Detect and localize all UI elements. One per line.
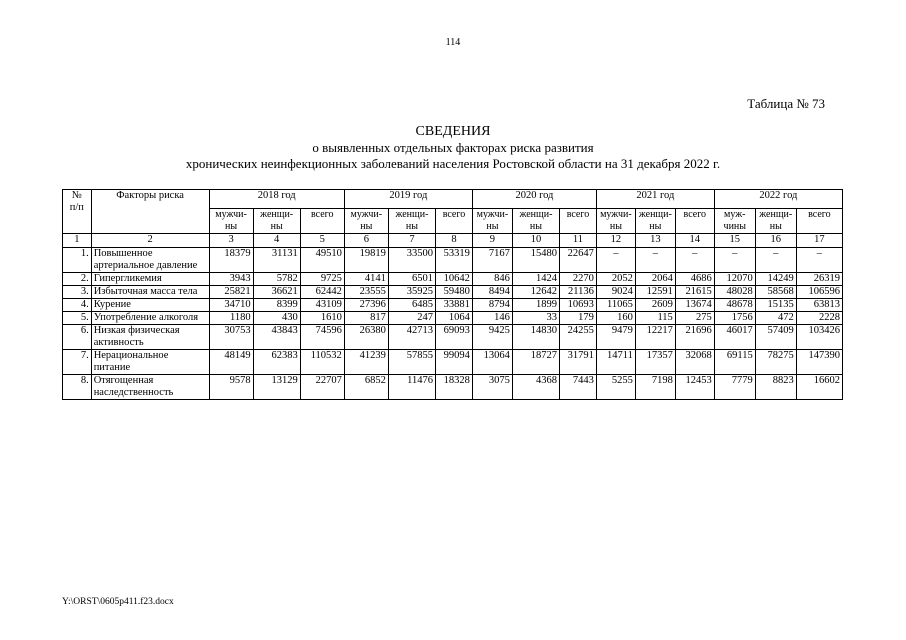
value-cell: 43843 <box>253 325 300 350</box>
header-subcolumn: всего <box>300 209 344 234</box>
table-row <box>63 273 843 286</box>
table-row <box>63 248 843 273</box>
value-cell: 8494 <box>472 286 512 299</box>
value-cell: 13064 <box>472 350 512 375</box>
value-cell: 4686 <box>675 273 714 286</box>
value-cell: 9479 <box>596 325 635 350</box>
row-number: 5. <box>63 312 92 325</box>
risk-factor-name: Избыточная масса тела <box>91 286 209 299</box>
value-cell: 147390 <box>796 350 842 375</box>
value-cell: 57409 <box>755 325 796 350</box>
value-cell: 24255 <box>560 325 597 350</box>
value-cell: 472 <box>755 312 796 325</box>
header-year: 2022 год <box>714 190 842 209</box>
row-number: 8. <box>63 375 92 400</box>
value-cell: – <box>596 248 635 273</box>
value-cell: 27396 <box>344 299 388 312</box>
header-subcolumn: всего <box>796 209 842 234</box>
column-number: 7 <box>388 234 435 248</box>
column-number: 13 <box>635 234 675 248</box>
header-year: 2019 год <box>344 190 472 209</box>
value-cell: 110532 <box>300 350 344 375</box>
value-cell: 21136 <box>560 286 597 299</box>
header-subcolumn: муж- чины <box>714 209 755 234</box>
value-cell: 4141 <box>344 273 388 286</box>
value-cell: 22647 <box>560 248 597 273</box>
value-cell: 23555 <box>344 286 388 299</box>
table-row <box>63 286 843 299</box>
header-subcolumn: всего <box>436 209 473 234</box>
value-cell: 32068 <box>675 350 714 375</box>
value-cell: 5255 <box>596 375 635 400</box>
value-cell: 2609 <box>635 299 675 312</box>
risk-factor-name: Отягощенная наследственность <box>91 375 209 400</box>
value-cell: 14830 <box>512 325 559 350</box>
header-subcolumn: женщи- ны <box>512 209 559 234</box>
header-subcolumn: мужчи- ны <box>596 209 635 234</box>
value-cell: 8794 <box>472 299 512 312</box>
value-cell: 49510 <box>300 248 344 273</box>
document-heading <box>0 124 906 172</box>
value-cell: 43109 <box>300 299 344 312</box>
table-body <box>63 190 843 400</box>
heading-subtitle-2: хронических неинфекционных заболеваний населения Ростовской области на 31 декабря 2022 г. <box>185 156 721 171</box>
header-number-col: № п/п <box>63 190 92 234</box>
value-cell: 17357 <box>635 350 675 375</box>
row-number: 2. <box>63 273 92 286</box>
row-number: 4. <box>63 299 92 312</box>
value-cell: 9024 <box>596 286 635 299</box>
value-cell: 19819 <box>344 248 388 273</box>
value-cell: 12217 <box>635 325 675 350</box>
value-cell: 146 <box>472 312 512 325</box>
risk-factor-name: Нерациональное питание <box>91 350 209 375</box>
value-cell: 7198 <box>635 375 675 400</box>
value-cell: 1899 <box>512 299 559 312</box>
value-cell: 9425 <box>472 325 512 350</box>
table-row <box>63 299 843 312</box>
value-cell: 7779 <box>714 375 755 400</box>
value-cell: 11065 <box>596 299 635 312</box>
value-cell: 18727 <box>512 350 559 375</box>
value-cell: 69093 <box>436 325 473 350</box>
value-cell: 78275 <box>755 350 796 375</box>
row-number: 3. <box>63 286 92 299</box>
header-subcolumn: всего <box>675 209 714 234</box>
row-number: 7. <box>63 350 92 375</box>
header-year: 2020 год <box>472 190 596 209</box>
header-row-years <box>63 190 843 209</box>
header-subcolumn: всего <box>560 209 597 234</box>
column-number: 12 <box>596 234 635 248</box>
value-cell: – <box>635 248 675 273</box>
value-cell: 48149 <box>209 350 253 375</box>
column-number: 15 <box>714 234 755 248</box>
value-cell: 26380 <box>344 325 388 350</box>
value-cell: 74596 <box>300 325 344 350</box>
value-cell: 6852 <box>344 375 388 400</box>
value-cell: 8399 <box>253 299 300 312</box>
value-cell: 62383 <box>253 350 300 375</box>
value-cell: 12453 <box>675 375 714 400</box>
column-number: 4 <box>253 234 300 248</box>
value-cell: 35925 <box>388 286 435 299</box>
header-subcolumn: мужчи- ны <box>209 209 253 234</box>
value-cell: 36621 <box>253 286 300 299</box>
value-cell: 62442 <box>300 286 344 299</box>
row-number: 6. <box>63 325 92 350</box>
value-cell: 13674 <box>675 299 714 312</box>
column-number: 14 <box>675 234 714 248</box>
column-number: 10 <box>512 234 559 248</box>
value-cell: 846 <box>472 273 512 286</box>
value-cell: 1756 <box>714 312 755 325</box>
column-number: 6 <box>344 234 388 248</box>
value-cell: 33 <box>512 312 559 325</box>
value-cell: 33500 <box>388 248 435 273</box>
column-number: 11 <box>560 234 597 248</box>
table-row <box>63 325 843 350</box>
value-cell: 115 <box>635 312 675 325</box>
column-number: 3 <box>209 234 253 248</box>
value-cell: 2052 <box>596 273 635 286</box>
header-subcolumn: мужчи- ны <box>344 209 388 234</box>
value-cell: 160 <box>596 312 635 325</box>
heading-subtitle: о выявленных отдельных факторах риска развития <box>312 140 594 155</box>
value-cell: 7443 <box>560 375 597 400</box>
risk-factor-name: Повышенное артериальное давление <box>91 248 209 273</box>
value-cell: 10642 <box>436 273 473 286</box>
risk-factor-name: Курение <box>91 299 209 312</box>
value-cell: 59480 <box>436 286 473 299</box>
value-cell: 2228 <box>796 312 842 325</box>
header-year: 2021 год <box>596 190 714 209</box>
value-cell: 3943 <box>209 273 253 286</box>
value-cell: 6501 <box>388 273 435 286</box>
value-cell: 18379 <box>209 248 253 273</box>
value-cell: 3075 <box>472 375 512 400</box>
column-number: 2 <box>91 234 209 248</box>
value-cell: 12070 <box>714 273 755 286</box>
value-cell: 18328 <box>436 375 473 400</box>
table-label: Таблица № 73 <box>747 96 825 111</box>
value-cell: 31791 <box>560 350 597 375</box>
value-cell: 1424 <box>512 273 559 286</box>
value-cell: – <box>675 248 714 273</box>
value-cell: – <box>714 248 755 273</box>
value-cell: 41239 <box>344 350 388 375</box>
value-cell: 57855 <box>388 350 435 375</box>
value-cell: 99094 <box>436 350 473 375</box>
value-cell: 22707 <box>300 375 344 400</box>
value-cell: 8823 <box>755 375 796 400</box>
row-number: 1. <box>63 248 92 273</box>
column-number: 8 <box>436 234 473 248</box>
value-cell: 12591 <box>635 286 675 299</box>
value-cell: 14249 <box>755 273 796 286</box>
value-cell: 6485 <box>388 299 435 312</box>
value-cell: 15480 <box>512 248 559 273</box>
table-row <box>63 350 843 375</box>
value-cell: 48028 <box>714 286 755 299</box>
value-cell: 2270 <box>560 273 597 286</box>
value-cell: 247 <box>388 312 435 325</box>
header-subcolumn: женщи- ны <box>635 209 675 234</box>
value-cell: 9725 <box>300 273 344 286</box>
value-cell: 21615 <box>675 286 714 299</box>
value-cell: 12642 <box>512 286 559 299</box>
value-cell: 1610 <box>300 312 344 325</box>
value-cell: 16602 <box>796 375 842 400</box>
value-cell: 31131 <box>253 248 300 273</box>
risk-factors-table <box>62 189 843 400</box>
value-cell: 46017 <box>714 325 755 350</box>
value-cell: 2064 <box>635 273 675 286</box>
value-cell: 48678 <box>714 299 755 312</box>
value-cell: 7167 <box>472 248 512 273</box>
page-number: 114 <box>445 37 461 48</box>
column-number: 16 <box>755 234 796 248</box>
value-cell: 1064 <box>436 312 473 325</box>
value-cell: 15135 <box>755 299 796 312</box>
value-cell: 42713 <box>388 325 435 350</box>
column-number: 5 <box>300 234 344 248</box>
value-cell: 817 <box>344 312 388 325</box>
value-cell: 9578 <box>209 375 253 400</box>
table-row <box>63 312 843 325</box>
value-cell: 4368 <box>512 375 559 400</box>
header-factor-col: Факторы риска <box>91 190 209 234</box>
value-cell: 5782 <box>253 273 300 286</box>
value-cell: 1180 <box>209 312 253 325</box>
value-cell: 13129 <box>253 375 300 400</box>
header-subcolumn: мужчи- ны <box>472 209 512 234</box>
header-subcolumn: женщи- ны <box>253 209 300 234</box>
value-cell: 103426 <box>796 325 842 350</box>
value-cell: 11476 <box>388 375 435 400</box>
value-cell: 53319 <box>436 248 473 273</box>
value-cell: 275 <box>675 312 714 325</box>
file-path-footer: Y:\ORST\0605p411.f23.docx <box>62 597 174 607</box>
value-cell: 21696 <box>675 325 714 350</box>
value-cell: 25821 <box>209 286 253 299</box>
header-subcolumn: женщи- ны <box>755 209 796 234</box>
heading-title: СВЕДЕНИЯ <box>415 124 491 139</box>
table-row <box>63 375 843 400</box>
value-cell: – <box>796 248 842 273</box>
column-number: 1 <box>63 234 92 248</box>
value-cell: – <box>755 248 796 273</box>
value-cell: 106596 <box>796 286 842 299</box>
value-cell: 10693 <box>560 299 597 312</box>
value-cell: 30753 <box>209 325 253 350</box>
column-numbers-row <box>63 234 843 248</box>
risk-factor-name: Гипергликемия <box>91 273 209 286</box>
header-year: 2018 год <box>209 190 344 209</box>
risk-factor-name: Низкая физическая активность <box>91 325 209 350</box>
value-cell: 26319 <box>796 273 842 286</box>
column-number: 9 <box>472 234 512 248</box>
column-number: 17 <box>796 234 842 248</box>
header-subcolumn: женщи- ны <box>388 209 435 234</box>
value-cell: 33881 <box>436 299 473 312</box>
value-cell: 63813 <box>796 299 842 312</box>
value-cell: 34710 <box>209 299 253 312</box>
value-cell: 69115 <box>714 350 755 375</box>
risk-factor-name: Употребление алкоголя <box>91 312 209 325</box>
value-cell: 14711 <box>596 350 635 375</box>
value-cell: 179 <box>560 312 597 325</box>
value-cell: 58568 <box>755 286 796 299</box>
value-cell: 430 <box>253 312 300 325</box>
